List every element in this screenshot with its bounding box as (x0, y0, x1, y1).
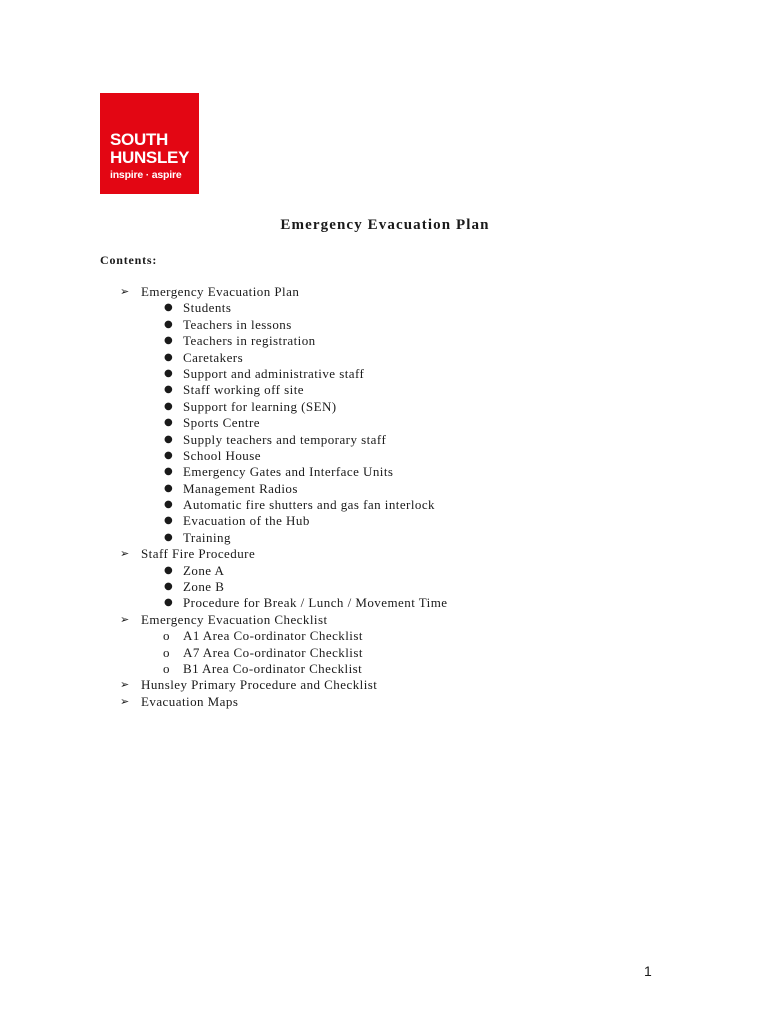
dot-bullet-icon: ● (164, 367, 174, 379)
toc-item-label: Teachers in registration (183, 333, 316, 349)
south-hunsley-logo (100, 93, 199, 194)
toc-item (0, 448, 770, 464)
toc-item-label: Management Radios (183, 480, 298, 496)
toc-item-label: Evacuation of the Hub (183, 513, 310, 529)
circle-bullet-icon: o (163, 660, 170, 676)
toc-section (0, 284, 770, 300)
dot-bullet-icon: ● (164, 417, 174, 429)
arrow-bullet-icon: ➢ (120, 547, 130, 561)
toc-item-label: Evacuation Maps (141, 693, 239, 709)
toc-section (0, 677, 770, 693)
dot-bullet-icon: ● (164, 449, 174, 461)
dot-bullet-icon: ● (164, 400, 174, 412)
toc-item-label: A7 Area Co-ordinator Checklist (183, 644, 363, 660)
toc-item (0, 382, 770, 398)
toc-item-label: Zone B (183, 579, 225, 595)
toc-section (0, 546, 770, 562)
toc-item-label: Emergency Evacuation Plan (141, 284, 300, 299)
contents-label: Contents: (100, 253, 158, 267)
toc-item-label: Students (183, 300, 232, 316)
toc-item (0, 628, 770, 644)
toc-item (0, 530, 770, 546)
circle-bullet-icon: o (163, 644, 170, 660)
toc-item (0, 481, 770, 497)
toc-item-label: Support and administrative staff (183, 365, 365, 381)
document-title: Emergency Evacuation Plan (280, 217, 490, 233)
toc-item (0, 513, 770, 529)
toc-item-label: Emergency Evacuation Checklist (141, 611, 328, 627)
dot-bullet-icon: ● (164, 351, 174, 363)
toc-item (0, 350, 770, 366)
arrow-bullet-icon: ➢ (120, 612, 130, 626)
arrow-bullet-icon: ➢ (120, 694, 130, 708)
toc-item-label: Emergency Gates and Interface Units (183, 464, 394, 480)
toc-item (0, 399, 770, 415)
toc-item (0, 595, 770, 611)
toc-item (0, 464, 770, 480)
dot-bullet-icon: ● (164, 335, 174, 347)
dot-bullet-icon: ● (164, 581, 174, 593)
toc-item-label: Hunsley Primary Procedure and Checklist (141, 677, 378, 693)
dot-bullet-icon: ● (164, 384, 174, 396)
toc-item (0, 300, 770, 316)
toc-item (0, 661, 770, 677)
toc-item-label: Sports Centre (183, 415, 260, 431)
toc-item (0, 317, 770, 333)
toc-item (0, 497, 770, 513)
table-of-contents (0, 284, 770, 710)
toc-item-label: Support for learning (SEN) (183, 398, 337, 414)
dot-bullet-icon: ● (164, 466, 174, 478)
circle-bullet-icon: o (163, 628, 170, 644)
toc-item-label: Staff Fire Procedure (141, 546, 256, 562)
dot-bullet-icon: ● (164, 318, 174, 330)
toc-item (0, 415, 770, 431)
toc-item-label: Automatic fire shutters and gas fan interlock (183, 497, 436, 513)
arrow-bullet-icon: ➢ (120, 285, 130, 298)
toc-item-label: B1 Area Co-ordinator Checklist (183, 660, 363, 676)
dot-bullet-icon: ● (164, 433, 174, 445)
toc-item (0, 432, 770, 448)
page-number: 1 (644, 963, 652, 979)
toc-item-label: School House (183, 447, 261, 463)
logo-line-south: SOUTH (110, 130, 169, 149)
dot-bullet-icon: ● (164, 515, 174, 527)
toc-item (0, 333, 770, 349)
toc-item (0, 579, 770, 595)
toc-item (0, 366, 770, 382)
dot-bullet-icon: ● (164, 564, 174, 576)
dot-bullet-icon: ● (164, 597, 174, 609)
toc-item-label: Supply teachers and temporary staff (183, 431, 387, 447)
toc-item-label: Teachers in lessons (183, 316, 292, 332)
toc-item (0, 645, 770, 661)
logo-tagline: inspire · aspire (110, 169, 182, 181)
dot-bullet-icon: ● (164, 302, 174, 314)
toc-section (0, 612, 770, 628)
arrow-bullet-icon: ➢ (120, 678, 130, 692)
toc-item-label: A1 Area Co-ordinator Checklist (183, 628, 363, 644)
toc-item-label: Staff working off site (183, 382, 304, 398)
toc-section (0, 694, 770, 710)
dot-bullet-icon: ● (164, 482, 174, 494)
toc-item-label: Procedure for Break / Lunch / Movement Time (183, 595, 448, 611)
toc-item-label: Training (183, 529, 231, 545)
dot-bullet-icon: ● (164, 499, 174, 511)
dot-bullet-icon: ● (164, 531, 174, 543)
toc-item-label: Zone A (183, 562, 225, 578)
logo-line-hunsley: HUNSLEY (110, 148, 190, 167)
toc-item (0, 563, 770, 579)
toc-item-label: Caretakers (183, 349, 244, 365)
